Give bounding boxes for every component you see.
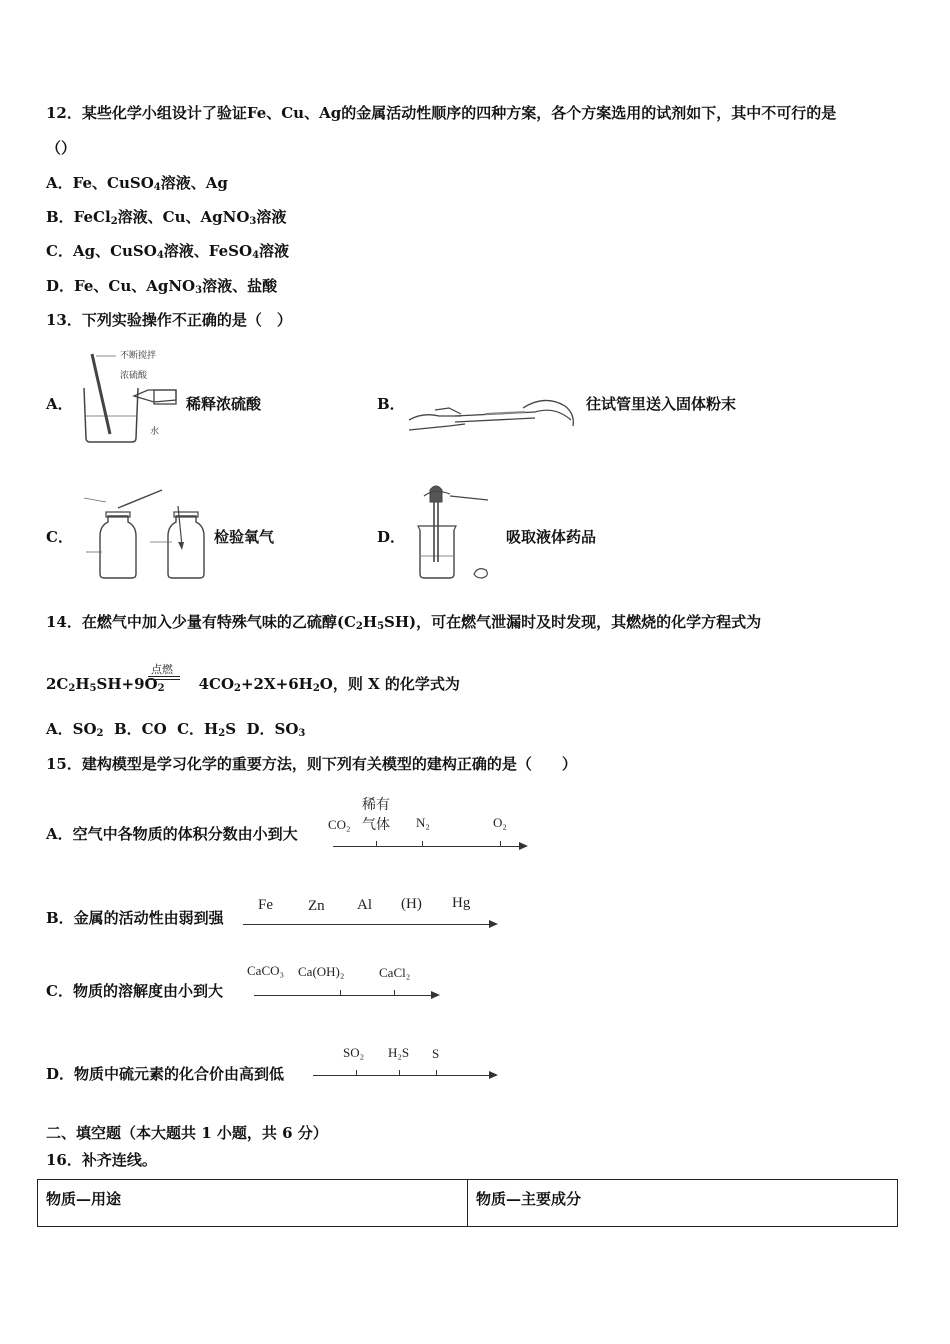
q15-a-item: O₂ — [493, 815, 507, 830]
q15-c-axis — [254, 995, 438, 996]
q13-stem: 13．下列实验操作不正确的是（ ） — [46, 311, 292, 329]
eq-line-bottom — [148, 679, 180, 680]
acid-label: 浓硫酸 — [120, 371, 148, 381]
q15-b-item: Hg — [452, 895, 471, 911]
q13-c-text: 检验氧气 — [214, 528, 275, 546]
q15-d-item: S — [432, 1046, 440, 1061]
q15-a-item: CO₂ — [328, 817, 351, 832]
q15-d-tick — [399, 1070, 400, 1075]
q12-stem: 12．某些化学小组设计了验证Fe、Cu、Ag的金属活动性顺序的四种方案，各个方案选用的试剂如下，其中不可行的是 — [46, 104, 837, 122]
q15-a-axis — [333, 846, 526, 847]
q15-b-text: B．金属的活动性由弱到强 — [46, 909, 224, 927]
q15-a-item: 气体 — [362, 817, 390, 833]
q13-a-letter: A． — [46, 395, 73, 413]
q15-d-text: D．物质中硫元素的化合价由高到低 — [46, 1065, 285, 1083]
q15-d-tick — [356, 1070, 357, 1075]
q15-b-item: (H) — [401, 896, 422, 912]
q12-option-b: B．FeCl$_2$溶液、Cu、AgNO$_3$溶液 — [46, 208, 287, 227]
q15-d-axis — [313, 1075, 496, 1076]
q12-option-d: D．Fe、Cu、AgNO$_3$溶液、盐酸 — [46, 277, 278, 296]
dilute-acid-figure — [76, 346, 186, 446]
q15-a-item: 稀有 — [362, 797, 390, 813]
q13-a-text: 稀释浓硫酸 — [186, 395, 262, 413]
oxygen-test-figure — [78, 486, 213, 582]
q15-stem: 15．建构模型是学习化学的重要方法，则下列有关模型的建构正确的是（ ） — [46, 755, 577, 773]
q15-a-item: N₂ — [416, 815, 430, 830]
q14-equation: $2C_2H_5SH+9O_2$ $4CO_2+2X+6H_2O$，则 X 的化学式为 — [46, 675, 460, 694]
stir-label: 不断搅拌 — [120, 351, 157, 361]
q12-option-c: C．Ag、CuSO$_4$溶液、FeSO$_4$溶液 — [46, 242, 290, 261]
q15-b-item: Zn — [308, 898, 325, 914]
q16-col-usage: 物质—用途 — [38, 1180, 468, 1226]
q16-stem: 16．补齐连线。 — [46, 1151, 157, 1169]
q15-c-item: CaCO₃ — [247, 963, 285, 978]
q15-c-item: Ca(OH)₂ — [298, 964, 345, 979]
q13-b-letter: B． — [377, 395, 405, 413]
q12-option-a: A．Fe、CuSO$_4$溶液、Ag — [46, 174, 228, 193]
powder-tube-figure — [405, 386, 580, 436]
q15-c-text: C．物质的溶解度由小到大 — [46, 982, 223, 1000]
q13-c-letter: C． — [46, 528, 73, 546]
q15-c-tick — [340, 990, 341, 995]
q16-col-component: 物质—主要成分 — [476, 1190, 582, 1208]
q15-a-tick — [500, 841, 501, 846]
section-title: 二、填空题（本大题共 1 小题，共 6 分） — [46, 1124, 328, 1142]
q13-b-text: 往试管里送入固体粉末 — [586, 395, 737, 413]
q15-d-tick — [436, 1070, 437, 1075]
q13-d-text: 吸取液体药品 — [506, 528, 597, 546]
q13-d-letter: D． — [377, 528, 406, 546]
q15-a-text: A．空气中各物质的体积分数由小到大 — [46, 825, 298, 843]
q14-options: A．$SO_2$ B．CO C．$H_2S$ D．$SO_3$ — [46, 720, 306, 739]
eq-line-top — [148, 676, 180, 677]
dropper-figure — [410, 482, 500, 584]
q12-paren: （） — [46, 139, 77, 157]
ignition-condition: 点燃 — [151, 664, 173, 676]
q14-stem: 14．在燃气中加入少量有特殊气味的乙硫醇$(C_2H_5SH)$，可在燃气泄漏时及时发现，其燃烧的化学方程式为 — [46, 613, 762, 632]
water-label: 水 — [150, 427, 160, 437]
q15-d-item: H₂S — [388, 1045, 410, 1060]
q15-c-item: CaCl₂ — [379, 965, 411, 980]
q15-b-axis — [243, 924, 496, 925]
q16-table — [37, 1179, 898, 1227]
q15-a-tick — [422, 841, 423, 846]
q15-b-item: Fe — [258, 897, 273, 913]
q15-c-tick — [394, 990, 395, 995]
q15-b-item: Al — [357, 897, 372, 913]
q15-a-tick — [376, 841, 377, 846]
q15-d-item: SO₂ — [343, 1045, 365, 1060]
